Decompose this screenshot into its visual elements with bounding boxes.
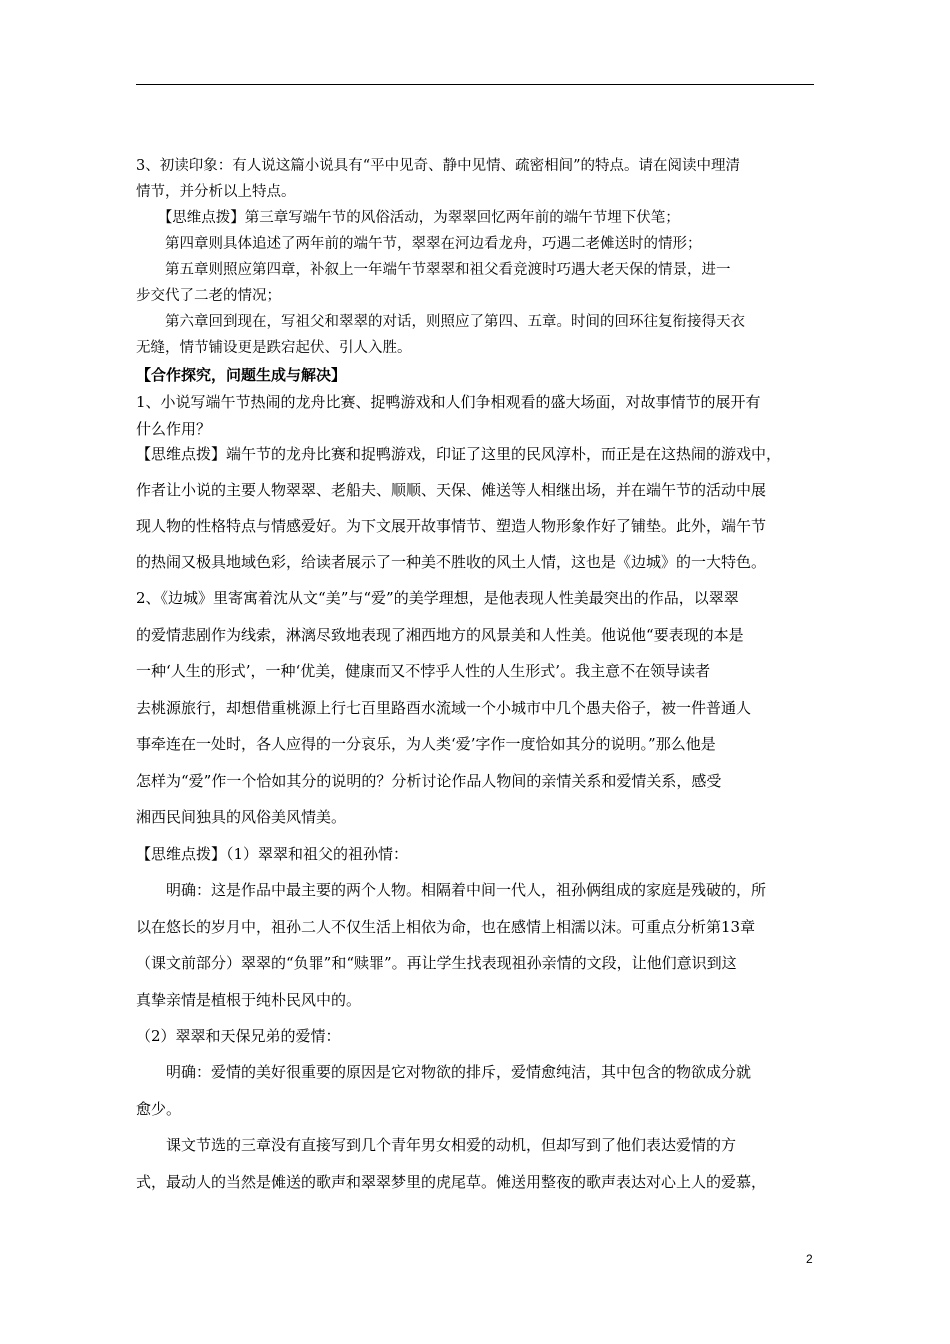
text-line: 无缝，情节铺设更是跌宕起伏、引人入胜。 <box>136 340 412 356</box>
text-line: 第六章回到现在，写祖父和翠翠的对话，则照应了第四、五章。时间的回环往复衔接得天衣 <box>136 314 745 330</box>
text-line: 3、初读印象：有人说这篇小说具有“平中见奇、静中见情、疏密相间”的特点。请在阅读中理清 <box>136 158 741 174</box>
text-line: 湘西民间独具的风俗美风情美。 <box>136 808 347 826</box>
text-line: 现人物的性格特点与情感爱好。为下文展开故事情节、塑造人物形象作好了铺垫。此外，端午节 <box>136 517 767 535</box>
text-line: （课文前部分）翠翠的“负罪”和“赎罪”。再让学生找表现祖孙亲情的文段，让他们意识到这 <box>136 954 737 972</box>
text-line: 的爱情悲剧作为线索，淋漓尽致地表现了湘西地方的风景美和人性美。他说他“要表现的本是 <box>136 626 744 644</box>
text-line: 怎样为“爱”作一个恰如其分的说明的？分析讨论作品人物间的亲情关系和爱情关系，感受 <box>136 772 722 790</box>
text-line: 【思维点拨】端午节的龙舟比赛和捉鸭游戏，印证了这里的民风淳朴，而正是在这热闹的游戏中， <box>136 445 782 463</box>
page-number: 2 <box>806 1252 813 1266</box>
text-line: 以在悠长的岁月中，祖孙二人不仅生活上相依为命，也在感情上相濡以沫。可重点分析第13章 <box>136 918 756 936</box>
text-line: 第五章则照应第四章，补叙上一年端午节翠翠和祖父看竞渡时巧遇大老天保的情景，进一 <box>136 262 731 278</box>
text-line: 式，最动人的当然是傩送的歌声和翠翠梦里的虎尾草。傩送用整夜的歌声表达对心上人的爱慕， <box>136 1173 767 1191</box>
header-rule <box>136 84 814 85</box>
text-line: 的热闹又极具地域色彩，给读者展示了一种美不胜收的风土人情，这也是《边城》的一大特色。 <box>136 553 767 571</box>
text-line: 1、小说写端午节热闹的龙舟比赛、捉鸭游戏和人们争相观看的盛大场面，对故事情节的展开有 <box>136 393 761 411</box>
text-line: 【思维点拨】第三章写端午节的风俗活动，为翠翠回忆两年前的端午节埋下伏笔； <box>136 210 680 226</box>
text-line: 【思维点拨】（1）翠翠和祖父的祖孙情： <box>136 845 409 863</box>
text-line: 作者让小说的主要人物翠翠、老船夫、顺顺、天保、傩送等人相继出场，并在端午节的活动中展 <box>136 481 767 499</box>
text-line: （2）翠翠和天保兄弟的爱情： <box>136 1027 341 1045</box>
text-line: 什么作用？ <box>136 420 212 438</box>
text-line: 情节，并分析以上特点。 <box>136 184 296 200</box>
text-line: 课文节选的三章没有直接写到几个青年男女相爱的动机，但却写到了他们表达爱情的方 <box>136 1136 737 1154</box>
text-line: 去桃源旅行，却想借重桃源上行七百里路酉水流域一个小城市中几个愚夫俗子，被一件普通人 <box>136 699 752 717</box>
text-line: 2、《边城》里寄寓着沈从文“美”与“爱”的美学理想，是他表现人性美最突出的作品，以翠翠 <box>136 589 739 607</box>
text-line: 真挚亲情是植根于纯朴民风中的。 <box>136 991 362 1009</box>
text-line: 一种‘人生的形式’，一种‘优美，健康而又不悖乎人性的人生形式’。我主意不在领导读者 <box>136 662 711 680</box>
text-line: 步交代了二老的情况； <box>136 288 281 304</box>
text-line: 明确：爱情的美好很重要的原因是它对物欲的排斥，爱情愈纯洁，其中包含的物欲成分就 <box>136 1063 752 1081</box>
section-heading: 【合作探究，问题生成与解决】 <box>136 366 347 384</box>
text-line: 明确：这是作品中最主要的两个人物。相隔着中间一代人，祖孙俩组成的家庭是残破的，所 <box>136 881 767 899</box>
text-line: 事牵连在一处时，各人应得的一分哀乐，为人类‘爱’字作一度恰如其分的说明。”那么他是 <box>136 735 716 753</box>
text-line: 愈少。 <box>136 1100 182 1118</box>
text-line: 第四章则具体追述了两年前的端午节，翠翠在河边看龙舟，巧遇二老傩送时的情形； <box>136 236 702 252</box>
